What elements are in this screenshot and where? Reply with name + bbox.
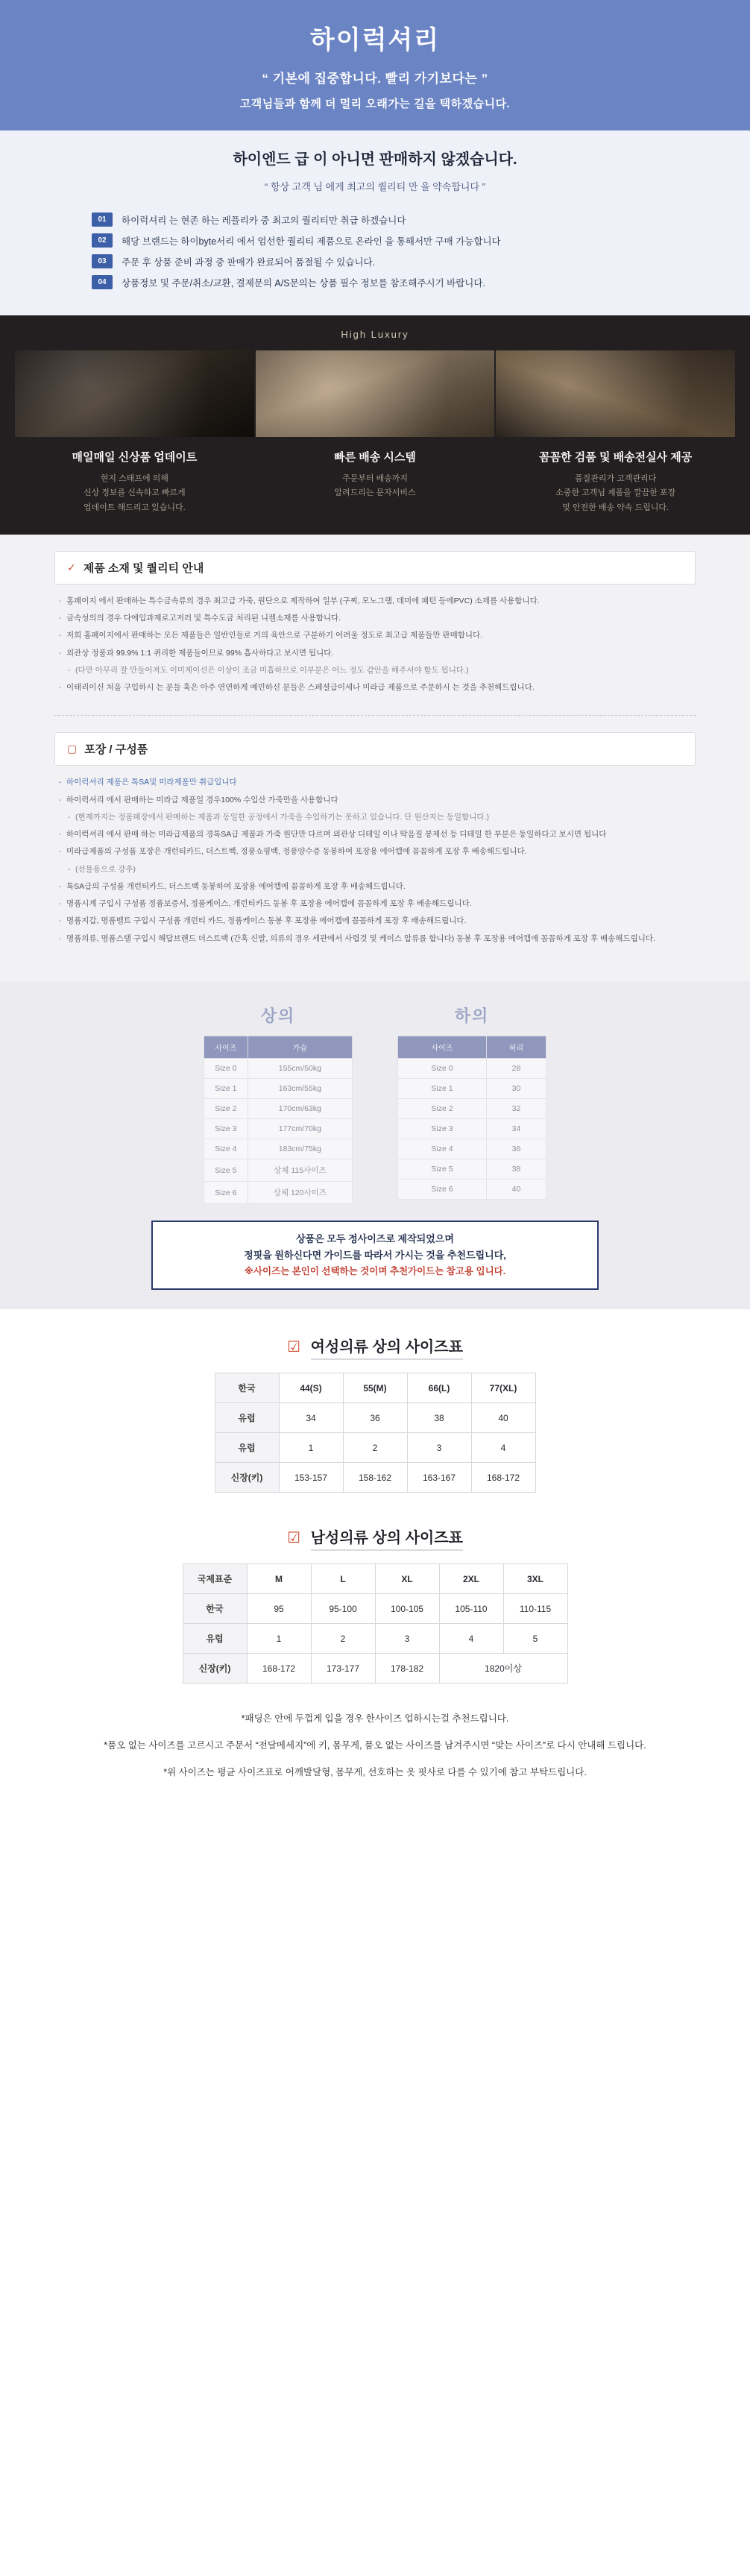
table-row — [215, 1373, 535, 1403]
cell-value: 95 — [247, 1594, 311, 1624]
recommend-line-1: 상품은 모두 정사이즈로 제작되었으며 — [296, 1233, 454, 1244]
bullet-item: - 명품시계 구입시 구성품 정품보증서, 정품케이스, 개런티카드 동봉 후 포장용 에어캡에 꼼꼼하게 포장 후 배송해드립니다. — [59, 898, 691, 910]
row-label: 유럽 — [183, 1624, 247, 1654]
women-size-chart-section — [0, 1309, 750, 1500]
notice-number: 04 — [92, 275, 113, 289]
notice-item — [92, 275, 658, 289]
recommend-line-2: 정핏을 원하신다면 가이드를 따라서 가시는 것을 추천드립니다, — [244, 1250, 506, 1262]
size-table-bottom — [397, 1004, 546, 1204]
bullet-item: - 미라급제품의 구성품 포장은 개런티카드, 더스트백, 정풍쇼핑백, 정풍양수증 동봉하여 포장용 에어캡에 꼼꼼하게 포장 후 배송해드립니다. — [59, 845, 691, 857]
table-row — [183, 1594, 567, 1624]
bullet-item: - 명품지갑, 명품벨트 구입시 구성품 개런티 카드, 정품케이스 동봉 후 포장용 에어캡에 꼼꼼하게 포장 후 배송해드립니다. — [59, 915, 691, 927]
women-chart-title-label: 여성의류 상의 사이즈표 — [311, 1339, 463, 1360]
cell-value: 40 — [486, 1180, 546, 1200]
hero-banner — [0, 0, 750, 130]
cell-value: L — [311, 1564, 375, 1594]
table-row — [398, 1119, 546, 1139]
cell-size: Size 6 — [398, 1180, 487, 1200]
men-chart-title-label: 남성의류 상의 사이즈표 — [311, 1530, 463, 1551]
table-row — [398, 1180, 546, 1200]
cell-value: 상체 120사이즈 — [248, 1182, 352, 1204]
table-row — [215, 1463, 535, 1493]
cell-value: 38 — [486, 1159, 546, 1180]
col-header: 사이즈 — [398, 1036, 487, 1059]
notice-text: 상품정보 및 주문/취소/교환, 결제문의 A/S문의는 상품 필수 정보를 참조해주시기 바랍니다. — [122, 277, 485, 289]
cell-value: 95-100 — [311, 1594, 375, 1624]
check-icon: ☑ — [287, 1339, 301, 1356]
cell-value: 32 — [486, 1099, 546, 1119]
notice-text: 하이럭셔리 는 현존 하는 레플리카 중 최고의 퀄리티만 취급 하겠습니다 — [122, 215, 406, 226]
cell-value: 168-172 — [247, 1654, 311, 1684]
table-row — [204, 1099, 353, 1119]
notice-text: 해당 브랜드는 하이byte서리 에서 엄선한 퀄리티 제품으로 온라인 을 통해서만 구매 가능합니다 — [122, 236, 501, 247]
material-bullets — [54, 595, 696, 713]
cell-size: Size 4 — [398, 1139, 487, 1159]
bullet-item: - 톡SA급의 구성품 개런티카드, 더스트백 동봉하여 포장용 에어캡에 꼼꼼하게 포장 후 배송해드립니다. — [59, 881, 691, 892]
cell-size: Size 3 — [204, 1119, 248, 1139]
cell-value: 1820이상 — [439, 1654, 567, 1684]
cell-value: 40 — [471, 1403, 535, 1433]
packaging-section — [0, 732, 750, 981]
hero-quote: “ 기본에 집중합니다. 빨리 가기보다는 ” — [262, 72, 488, 86]
table-row — [204, 1079, 353, 1099]
table-row — [183, 1564, 567, 1594]
cell-value: 4 — [439, 1624, 503, 1654]
feature-title: 꼼꼼한 검품 및 배송전실사 제공 — [539, 451, 693, 464]
cell-value: 38 — [407, 1403, 471, 1433]
bullet-item: - 금속성의의 경우 다에입과제로고저러 및 특수도금 처리된 니켈소재를 사용합니다. — [59, 612, 691, 624]
cell-value: 36 — [343, 1403, 407, 1433]
cell-size: Size 1 — [204, 1079, 248, 1099]
cell-size: Size 2 — [204, 1099, 248, 1119]
table-row — [204, 1119, 353, 1139]
bullet-note: - (현재까지는 정품패장에서 판매하는 제품과 동일한 공정에서 가죽을 수입하기는 못하고 있습니다. 단 원산지는 동일합니다.) — [59, 811, 691, 823]
notice-number: 02 — [92, 233, 113, 248]
cell-value: 163cm/55kg — [248, 1079, 352, 1099]
cell-value: 77(XL) — [471, 1373, 535, 1403]
cell-value: M — [247, 1564, 311, 1594]
table-row — [215, 1433, 535, 1463]
table-row — [398, 1059, 546, 1079]
cell-value: 4 — [471, 1433, 535, 1463]
row-label: 국제표준 — [183, 1564, 247, 1594]
cell-value: 상체 115사이즈 — [248, 1159, 352, 1182]
cell-value: 110-115 — [503, 1594, 567, 1624]
notice-list — [0, 208, 750, 315]
cell-size: Size 5 — [204, 1159, 248, 1182]
cell-value: 100-105 — [375, 1594, 439, 1624]
feature-line: 현지 스태프에 의해 — [100, 474, 168, 483]
cell-value: 168-172 — [471, 1463, 535, 1493]
feature-item — [496, 449, 735, 515]
check-icon: ✓ — [67, 561, 76, 573]
feature-line: 알려드리는 문자서비스 — [334, 488, 416, 498]
notice-number: 03 — [92, 254, 113, 268]
footnote-item: *패딩은 안에 두껍게 입을 경우 한사이즈 업하시는걸 추천드립니다. — [241, 1713, 509, 1725]
col-header: 가슴 — [248, 1036, 352, 1059]
packaging-heading — [54, 732, 696, 766]
notice-text: 주문 후 상품 준비 과정 중 판매가 완료되어 품절될 수 있습니다. — [122, 256, 376, 268]
cell-size: Size 1 — [398, 1079, 487, 1099]
cell-value: 34 — [279, 1403, 343, 1433]
cell-value: 2XL — [439, 1564, 503, 1594]
cell-value: 2 — [311, 1624, 375, 1654]
cell-value: 55(M) — [343, 1373, 407, 1403]
row-label: 신장(키) — [215, 1463, 279, 1493]
bullet-note: - (다만 아무리 잘 만들어져도 이미제이션은 이상이 조금 미흡하므로 이부분은 어느 정도 감안을 해주셔야 함도 됩니다.) — [59, 664, 691, 676]
photo-packaging — [496, 350, 735, 437]
table-row — [398, 1159, 546, 1180]
row-label: 한국 — [215, 1373, 279, 1403]
bullet-item: - 하이럭셔리 에서 판매 하는 미라급제품의 경톡SA급 제품과 가죽 원단만 다르며 외관상 디테일 이나 딱음질 봉제선 등 디테일 한 부분은 동일하다고 보시면 됩니다 — [59, 828, 691, 840]
table-row — [398, 1139, 546, 1159]
divider — [54, 715, 696, 716]
row-label: 신장(키) — [183, 1654, 247, 1684]
cell-value: 28 — [486, 1059, 546, 1079]
notice-item — [92, 233, 658, 248]
footnotes — [0, 1691, 750, 1820]
claim-banner — [0, 130, 750, 208]
cell-size: Size 2 — [398, 1099, 487, 1119]
feature-title: 빠른 배송 시스템 — [334, 451, 416, 464]
cell-size: Size 6 — [204, 1182, 248, 1204]
cell-value: 1 — [247, 1624, 311, 1654]
table-row — [398, 1099, 546, 1119]
feature-line: 신상 정보를 신속하고 빠르게 — [83, 488, 186, 498]
claim-headline: 하이엔드 급 이 아니면 판매하지 않겠습니다. — [233, 151, 517, 168]
col-header: 허리 — [486, 1036, 546, 1059]
recommend-line-3: ※사이즈는 본인이 선택하는 것이며 추천가이드는 참고용 입니다. — [244, 1266, 506, 1277]
feature-item — [256, 449, 495, 515]
material-heading-label: 제품 소재 및 퀄리티 안내 — [83, 561, 204, 575]
bullet-item: - 명품의류, 명품스탤 구입시 해답브랜드 더스트백 (간혹 신발, 의류의 경우 세관에서 사렵것 및 케이스 압류를 합니다) 동봉 후 포장용 에어캡에 꼼꼼하게 포장 후 배송해드립니다. — [59, 933, 691, 945]
bullet-item: - 저희 홈페이지에서 판매하는 모든 제품들은 일반인들로 거의 육안으로 구분하기 어려울 정도로 최고급 제품들만 판매합니다. — [59, 629, 691, 641]
feature-line: 및 안전한 배송 약속 드립니다. — [562, 503, 669, 512]
box-icon: ▢ — [67, 743, 78, 755]
bullet-item: - 하이럭셔리 제품은 톡SA및 미라제품만 취급입니다 — [59, 776, 691, 788]
footnote-item: *위 사이즈는 평균 사이즈표로 어깨발달형, 몸무게, 선호하는 옷 핏사로 다를 수 있기에 참고 부탁드립니다. — [163, 1766, 587, 1777]
size-recommendation-box — [151, 1221, 599, 1290]
cell-value: 178-182 — [375, 1654, 439, 1684]
men-chart-title — [0, 1525, 750, 1547]
table-row — [204, 1159, 353, 1182]
table-row — [204, 1139, 353, 1159]
cell-size: Size 5 — [398, 1159, 487, 1180]
cell-value: 3 — [375, 1624, 439, 1654]
luxury-band — [0, 315, 750, 535]
women-size-table — [215, 1373, 536, 1493]
feature-list — [15, 437, 735, 535]
table-row — [398, 1079, 546, 1099]
feature-line: 소중한 고객님 제품을 깔끔한 포장 — [555, 488, 676, 498]
cell-size: Size 0 — [204, 1059, 248, 1079]
cell-value: 34 — [486, 1119, 546, 1139]
photo-handbag — [256, 350, 495, 437]
table-row — [204, 1182, 353, 1204]
cell-size: Size 4 — [204, 1139, 248, 1159]
photo-jewelry — [15, 350, 254, 437]
bullet-note: - (선물용으로 강추) — [59, 863, 691, 875]
luxury-photo-strip — [15, 350, 735, 437]
table-row — [183, 1654, 567, 1684]
row-label: 유럽 — [215, 1433, 279, 1463]
cell-value: 173-177 — [311, 1654, 375, 1684]
cell-value: 3 — [407, 1433, 471, 1463]
size-table-top-title: 상의 — [260, 1007, 296, 1025]
women-chart-title — [0, 1335, 750, 1356]
packaging-bullets — [54, 776, 696, 963]
hero-subtitle: 고객님들과 함께 더 멀리 오래가는 길을 택하겠습니다. — [239, 98, 511, 110]
cell-value: 177cm/70kg — [248, 1119, 352, 1139]
men-size-table — [183, 1563, 568, 1684]
cell-value: 2 — [343, 1433, 407, 1463]
packaging-heading-label: 포장 / 구성품 — [84, 743, 148, 757]
feature-line: 업데이트 해드리고 있습니다. — [83, 503, 186, 512]
cell-value: 155cm/50kg — [248, 1059, 352, 1079]
claim-subline: “ 항상 고객 님 에게 최고의 퀄리티 만 을 약속합니다 ” — [265, 181, 485, 192]
cell-value: 163-167 — [407, 1463, 471, 1493]
feature-line: 주문부터 배송까지 — [341, 474, 409, 483]
size-table-top — [204, 1004, 353, 1204]
cell-value: XL — [375, 1564, 439, 1594]
cell-value: 44(S) — [279, 1373, 343, 1403]
feature-title: 매일매일 신상품 업데이트 — [72, 451, 198, 464]
check-icon: ☑ — [287, 1530, 301, 1547]
cell-value: 1 — [279, 1433, 343, 1463]
material-section — [0, 535, 750, 733]
table-row — [215, 1403, 535, 1433]
brand-title: 하이럭셔리 — [309, 26, 441, 54]
table-row — [204, 1059, 353, 1079]
notice-item — [92, 254, 658, 268]
cell-value: 170cm/63kg — [248, 1099, 352, 1119]
cell-value: 5 — [503, 1624, 567, 1654]
cell-value: 30 — [486, 1079, 546, 1099]
row-label: 한국 — [183, 1594, 247, 1624]
col-header: 사이즈 — [204, 1036, 248, 1059]
cell-value: 183cm/75kg — [248, 1139, 352, 1159]
bullet-item: - 하이럭셔리 에서 판매하는 미라급 제품일 경우100% 수입산 가죽만을 사용합니다 — [59, 794, 691, 806]
cell-value: 3XL — [503, 1564, 567, 1594]
footnote-item: *품오 없는 사이즈를 고르시고 주문서 “전달메세지”에 키, 몸무게, 품오 없는 사이즈를 남겨주시면 “맞는 사이즈”로 다시 안내해 드립니다. — [104, 1740, 646, 1751]
cell-size: Size 3 — [398, 1119, 487, 1139]
table-row — [183, 1624, 567, 1654]
notice-item — [92, 212, 658, 227]
cell-value: 66(L) — [407, 1373, 471, 1403]
bullet-item: - 외관상 정품과 99.9% 1:1 퀴리한 제품들이므로 99% 흡사하다고 보시면 됩니다. — [59, 647, 691, 659]
bullet-item: - 홈페이지 에서 판매하는 특수금속류의 경우 최고급 가죽, 원단으로 제작하여 일부 (구찌, 모노그램, 데미에 패턴 등에PVC) 소재를 사용합니다. — [59, 595, 691, 607]
feature-line: 품질관리가 고객관리다 — [575, 474, 657, 483]
cell-value: 158-162 — [343, 1463, 407, 1493]
notice-number: 01 — [92, 212, 113, 227]
bullet-item: - 이태리이신 처음 구입하시 는 분들 혹은 아주 연연하게 예민하신 분들은 스페셜급이세나 미라급 제품으로 주문하시 는 것을 추천해드립니다. — [59, 681, 691, 693]
size-guide-band — [0, 981, 750, 1309]
luxury-label: High Luxury — [341, 329, 409, 340]
row-label: 유럽 — [215, 1403, 279, 1433]
cell-value: 105-110 — [439, 1594, 503, 1624]
size-table-bottom-title: 하의 — [454, 1007, 490, 1025]
men-size-chart-section — [0, 1500, 750, 1691]
cell-value: 36 — [486, 1139, 546, 1159]
feature-item — [15, 449, 254, 515]
cell-size: Size 0 — [398, 1059, 487, 1079]
material-heading — [54, 551, 696, 585]
cell-value: 153-157 — [279, 1463, 343, 1493]
